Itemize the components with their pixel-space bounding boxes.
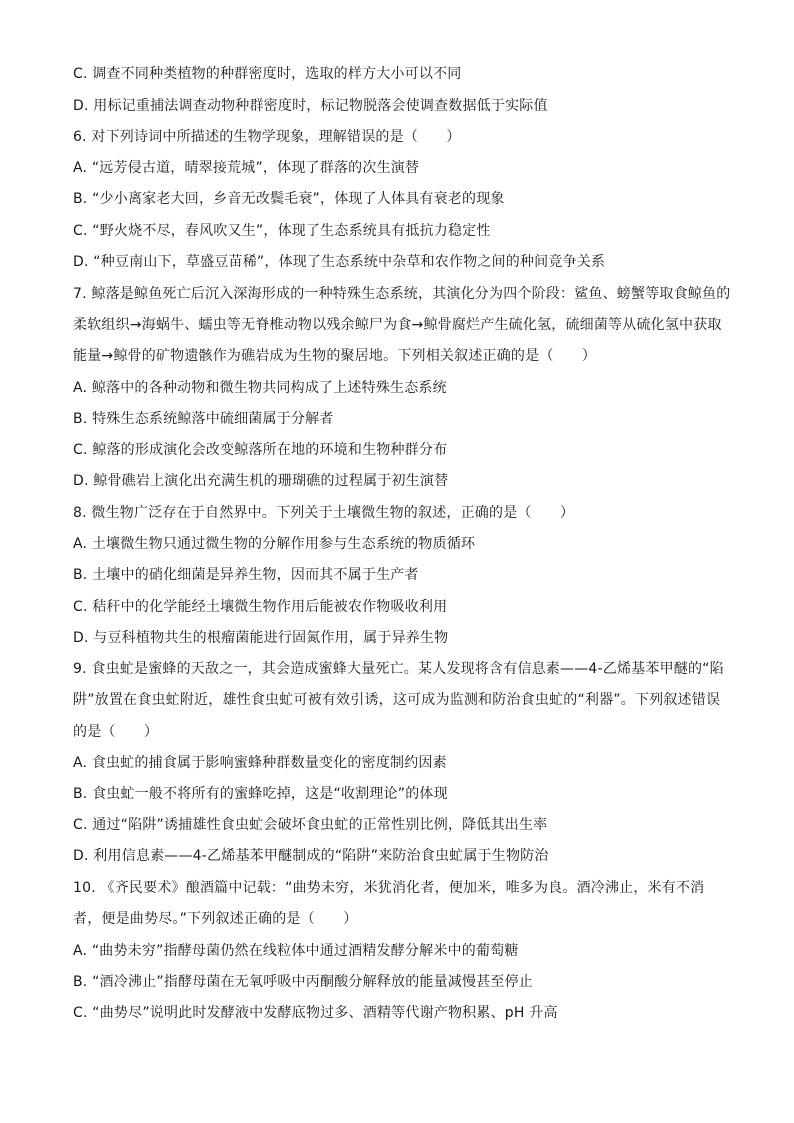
- option-c-q5: C. 调查不同种类植物的种群密度时，选取的样方大小可以不同: [73, 66, 462, 82]
- question-7-stem-line2: 柔软组织→海蜗牛、蠕虫等无脊椎动物以残余鲸尸为食→鲸骨腐烂产生硫化氢，硫细菌等从硫化氢中获取: [73, 317, 722, 333]
- option-b-q7: B. 特殊生态系统鲸落中硫细菌属于分解者: [73, 411, 334, 427]
- option-c-q9: C. 通过“陷阱”诱捕雄性食虫虻会破坏食虫虻的正常性别比例，降低其出生率: [73, 817, 548, 833]
- option-a-q9: A. 食虫虻的捕食属于影响蜜蜂种群数量变化的密度制约因素: [73, 755, 447, 771]
- option-d-q5: D. 用标记重捕法调查动物种群密度时，标记物脱落会使调查数据低于实际值: [73, 98, 548, 114]
- option-b-q8: B. 土壤中的硝化细菌是异养生物，因而其不属于生产者: [73, 567, 419, 583]
- option-d-q9: D. 利用信息素——4-乙烯基苯甲醚制成的“陷阱”来防治食虫虻属于生物防治: [73, 848, 549, 864]
- option-d-q8: D. 与豆科植物共生的根瘤菌能进行固氮作用，属于异养生物: [73, 630, 449, 646]
- option-b-q6: B. “少小离家老大回，乡音无改鬓毛衰”，体现了人体具有衰老的现象: [73, 191, 505, 207]
- option-b-q10: B. “酒冷沸止”指酵母菌在无氧呼吸中丙酮酸分解释放的能量减慢甚至停止: [73, 974, 534, 990]
- question-9-stem-line1: 9. 食虫虻是蜜蜂的天敌之一，其会造成蜜蜂大量死亡。某人发现将含有信息素——4-乙烯基苯甲醚的“陷: [73, 661, 724, 677]
- option-c-q8: C. 秸秆中的化学能经土壤微生物作用后能被农作物吸收利用: [73, 599, 448, 615]
- question-10-stem-line1: 10. 《齐民要术》酿酒篇中记载：“曲势未穷，米犹消化者，便加米，唯多为良。酒冷沸止，米有不消: [73, 880, 705, 896]
- question-8-stem: 8. 微生物广泛存在于自然界中。下列关于土壤微生物的叙述，正确的是（ ）: [73, 505, 575, 521]
- option-c-q6: C. “野火烧不尽，春风吹又生”，体现了生态系统具有抵抗力稳定性: [73, 223, 491, 239]
- option-b-q9: B. 食虫虻一般不将所有的蜜蜂吃掉，这是“收割理论”的体现: [73, 786, 448, 802]
- question-10-stem-line2: 者，便是曲势尽。”下列叙述正确的是（ ）: [73, 911, 358, 927]
- option-a-q8: A. 土壤微生物只通过微生物的分解作用参与生态系统的物质循环: [73, 536, 476, 552]
- option-a-q6: A. “远芳侵古道，晴翠接荒城”，体现了群落的次生演替: [73, 160, 420, 176]
- option-a-q7: A. 鲸落中的各种动物和微生物共同构成了上述特殊生态系统: [73, 380, 447, 396]
- option-d-q7: D. 鲸骨礁岩上演化出充满生机的珊瑚礁的过程属于初生演替: [73, 473, 449, 489]
- question-7-stem-line1: 7. 鲸落是鲸鱼死亡后沉入深海形成的一种特殊生态系统，其演化分为四个阶段：鲨鱼、螃蟹等取食鲸鱼的: [73, 286, 731, 302]
- question-7-stem-line3: 能量→鲸骨的矿物遗骸作为礁岩成为生物的聚居地。下列相关叙述正确的是（ ）: [73, 348, 597, 364]
- question-9-stem-line3: 的是（ ）: [73, 724, 159, 740]
- option-d-q6: D. “种豆南山下，草盛豆苗稀”，体现了生态系统中杂草和农作物之间的种间竞争关系: [73, 254, 606, 270]
- question-6-stem: 6. 对下列诗词中所描述的生物学现象，理解错误的是（ ）: [73, 129, 461, 145]
- option-c-q7: C. 鲸落的形成演化会改变鲸落所在地的环境和生物种群分布: [73, 442, 448, 458]
- option-c-q10: C. “曲势尽”说明此时发酵液中发酵底物过多、酒精等代谢产物积累、pH 升高: [73, 1005, 558, 1021]
- option-a-q10: A. “曲势未穷”指酵母菌仍然在线粒体中通过酒精发酵分解米中的葡萄糖: [73, 943, 519, 959]
- question-9-stem-line2: 阱”放置在食虫虻附近，雄性食虫虻可被有效引诱，这可成为监测和防治食虫虻的“利器”。下列叙述错误: [73, 692, 721, 708]
